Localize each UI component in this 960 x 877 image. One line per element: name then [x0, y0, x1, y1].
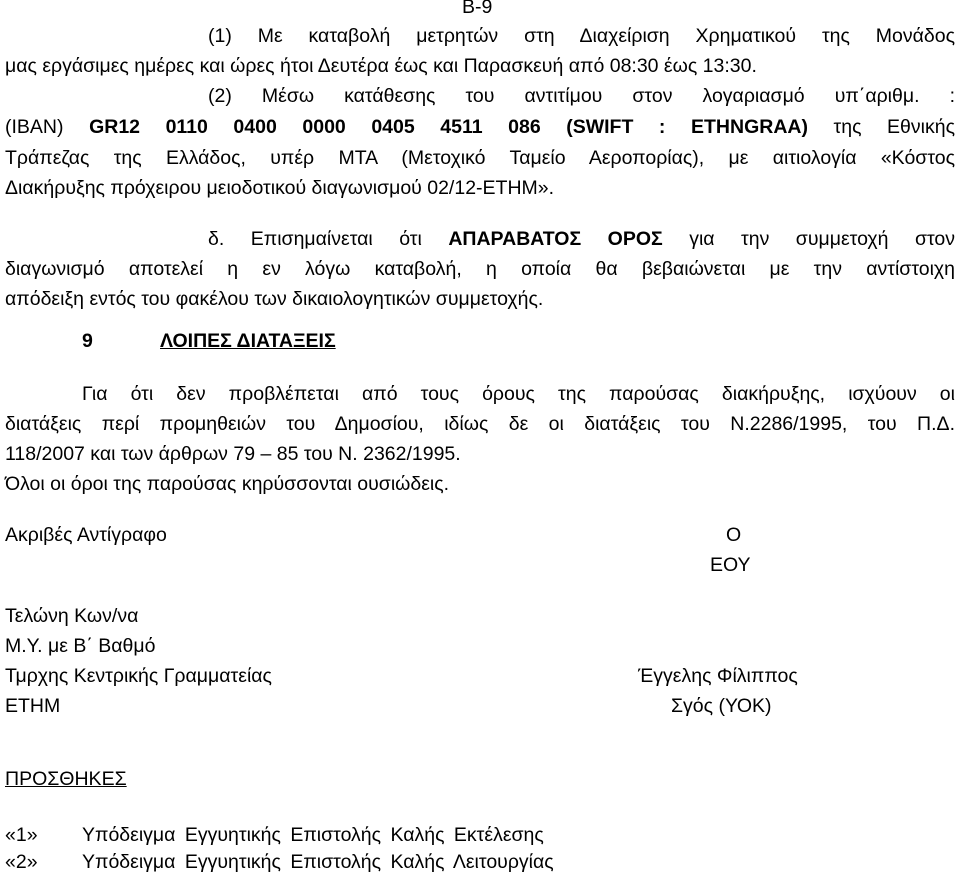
certifier-department: Τμρχης Κεντρικής Γραμματείας	[5, 665, 272, 687]
annex-item-text: Υπόδειγμα Εγγυητικής Επιστολής Καλής Εκτέλεσης	[82, 824, 544, 846]
section-para-line-3: 118/2007 και των άρθρων 79 – 85 του Ν. 2362/1995.	[5, 443, 461, 465]
payment-item-1-line-2: μας εργάσιμες ημέρες και ώρες ήτοι Δευτέρα έως και Παρασκευή από 08:30 έως 13:30.	[5, 55, 757, 77]
note-d-emphasis: ΑΠΑΡΑΒΑΤΟΣ ΟΡΟΣ	[448, 228, 663, 250]
note-d-line-3: απόδειξη εντός του φακέλου των δικαιολογητικών συμμετοχής.	[5, 288, 544, 310]
page-number: Β-9	[462, 0, 493, 18]
section-para-line-1: Για ότι δεν προβλέπεται από τους όρους της παρούσας διακήρυξης, ισχύουν οι	[82, 383, 955, 405]
signer-name: Έγγελης Φίλιππος	[638, 665, 798, 687]
payment-item-1-line-1: (1) Με καταβολή μετρητών στη Διαχείριση Χρηματικού της Μονάδος	[208, 25, 955, 47]
payment-item-2-line-4: Διακήρυξης πρόχειρου μειοδοτικού διαγωνισμού 02/12-ΕΤΗΜ».	[5, 177, 555, 199]
iban-number: GR12 0110 0400 0000 0405 4511 086 (SWIFT : ETHNGRAA)	[89, 116, 808, 138]
payment-item-2-line-2	[5, 115, 955, 139]
payment-item-2-line-3: Τράπεζας της Ελλάδος, υπέρ ΜΤΑ (Μετοχικό Ταμείο Αεροπορίας), με αιτιολογία «Κόστος	[5, 147, 955, 169]
annex-item-text: Υπόδειγμα Εγγυητικής Επιστολής Καλής Λειτουργίας	[82, 851, 554, 873]
certifier-name: Τελώνη Κων/να	[5, 605, 139, 627]
certifier-unit: ΕΤΗΜ	[5, 695, 61, 717]
annex-item-number: «1»	[5, 824, 38, 846]
note-d-line-1	[208, 227, 955, 251]
payment-item-2-line-1: (2) Μέσω κατάθεσης του αντιτίμου στον λογαριασμό υπ΄αριθμ. :	[208, 85, 955, 107]
section-number: 9	[82, 330, 93, 352]
section-para-line-4: Όλοι οι όροι της παρούσας κηρύσσονται ουσιώδεις.	[5, 473, 450, 495]
note-d-intro: δ. Επισημαίνεται ότι	[208, 228, 422, 250]
note-d-rest: για την συμμετοχή στον	[689, 228, 956, 250]
signer-title: ΕΟΥ	[710, 554, 751, 576]
certifier-rank: Μ.Υ. με Β΄ Βαθμό	[5, 635, 156, 657]
section-para-line-2: διατάξεις περί προμηθειών του Δημοσίου, ιδίως δε οι διατάξεις του Ν.2286/1995, του Π.Δ.	[5, 413, 955, 435]
signer-rank: Σγός (ΥΟΚ)	[671, 695, 772, 717]
iban-bank: της Εθνικής	[833, 116, 955, 138]
note-d-line-2: διαγωνισμό αποτελεί η εν λόγω καταβολή, η οποία θα βεβαιώνεται με την αντίστοιχη	[5, 258, 955, 280]
annex-item-number: «2»	[5, 851, 38, 873]
certified-copy-label: Ακριβές Αντίγραφο	[5, 524, 167, 546]
section-title: ΛΟΙΠΕΣ ΔΙΑΤΑΞΕΙΣ	[160, 330, 336, 352]
iban-label: (IBAN)	[5, 116, 64, 138]
signer-title-article: Ο	[726, 524, 742, 546]
annexes-heading: ΠΡΟΣΘΗΚΕΣ	[5, 768, 127, 790]
